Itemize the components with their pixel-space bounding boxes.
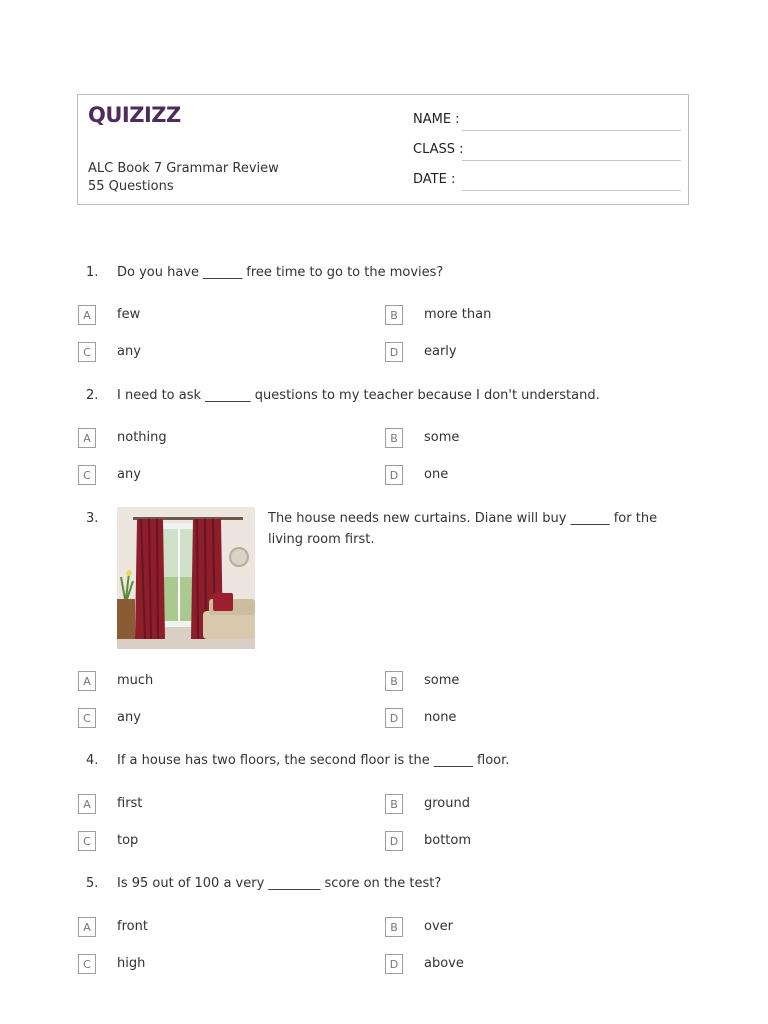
option-text: much [117, 673, 154, 688]
option-text: none [424, 710, 457, 725]
question-number: 3. [86, 511, 99, 526]
name-label: NAME : [413, 112, 460, 127]
option-letter: D [385, 465, 403, 485]
option-text: top [117, 833, 139, 848]
option-letter: D [385, 831, 403, 851]
option-letter: B [385, 305, 403, 325]
option-text: one [424, 467, 449, 482]
question-number: 5. [86, 876, 99, 891]
question-text: The house needs new curtains. Diane will buy ______ for the living room first. [268, 511, 658, 547]
option-text: few [117, 307, 141, 322]
option-letter: C [78, 954, 96, 974]
question-text: I need to ask _______ questions to my teacher because I don't understand. [117, 388, 600, 403]
date-field[interactable] [413, 172, 681, 192]
option-letter: A [78, 305, 96, 325]
question-number: 2. [86, 388, 99, 403]
option-letter: C [78, 342, 96, 362]
option-text: nothing [117, 430, 167, 445]
date-label: DATE : [413, 172, 456, 187]
option-text: front [117, 919, 148, 934]
option-text: any [117, 467, 141, 482]
option-text: above [424, 956, 464, 971]
quizizz-logo: QUIZIZZ [88, 103, 181, 127]
option-letter: A [78, 794, 96, 814]
option-letter: A [78, 671, 96, 691]
question-text: Do you have ______ free time to go to the movies? [117, 265, 444, 280]
class-field[interactable] [413, 142, 681, 162]
question-number: 1. [86, 265, 99, 280]
option-text: ground [424, 796, 470, 811]
option-text: over [424, 919, 453, 934]
option-letter: C [78, 831, 96, 851]
worksheet-header [77, 94, 689, 205]
option-text: some [424, 430, 460, 445]
name-field[interactable] [413, 112, 681, 132]
option-letter: C [78, 708, 96, 728]
option-letter: D [385, 954, 403, 974]
option-text: more than [424, 307, 492, 322]
class-line[interactable] [462, 160, 681, 161]
option-text: any [117, 344, 141, 359]
question-number: 4. [86, 753, 99, 768]
question-count: 55 Questions [88, 179, 174, 194]
option-letter: B [385, 671, 403, 691]
class-label: CLASS : [413, 142, 464, 157]
option-letter: B [385, 917, 403, 937]
question-text: Is 95 out of 100 a very ________ score on the test? [117, 876, 442, 891]
question-text: If a house has two floors, the second floor is the ______ floor. [117, 753, 510, 768]
quiz-title: ALC Book 7 Grammar Review [88, 161, 279, 176]
option-text: high [117, 956, 146, 971]
option-text: any [117, 710, 141, 725]
option-letter: D [385, 708, 403, 728]
option-text: bottom [424, 833, 472, 848]
option-letter: A [78, 428, 96, 448]
option-letter: B [385, 794, 403, 814]
option-letter: A [78, 917, 96, 937]
date-line[interactable] [462, 190, 681, 191]
name-line[interactable] [462, 130, 681, 131]
option-letter: D [385, 342, 403, 362]
option-letter: C [78, 465, 96, 485]
option-text: some [424, 673, 460, 688]
option-text: early [424, 344, 457, 359]
curtains-image [117, 507, 255, 649]
option-text: first [117, 796, 143, 811]
option-letter: B [385, 428, 403, 448]
